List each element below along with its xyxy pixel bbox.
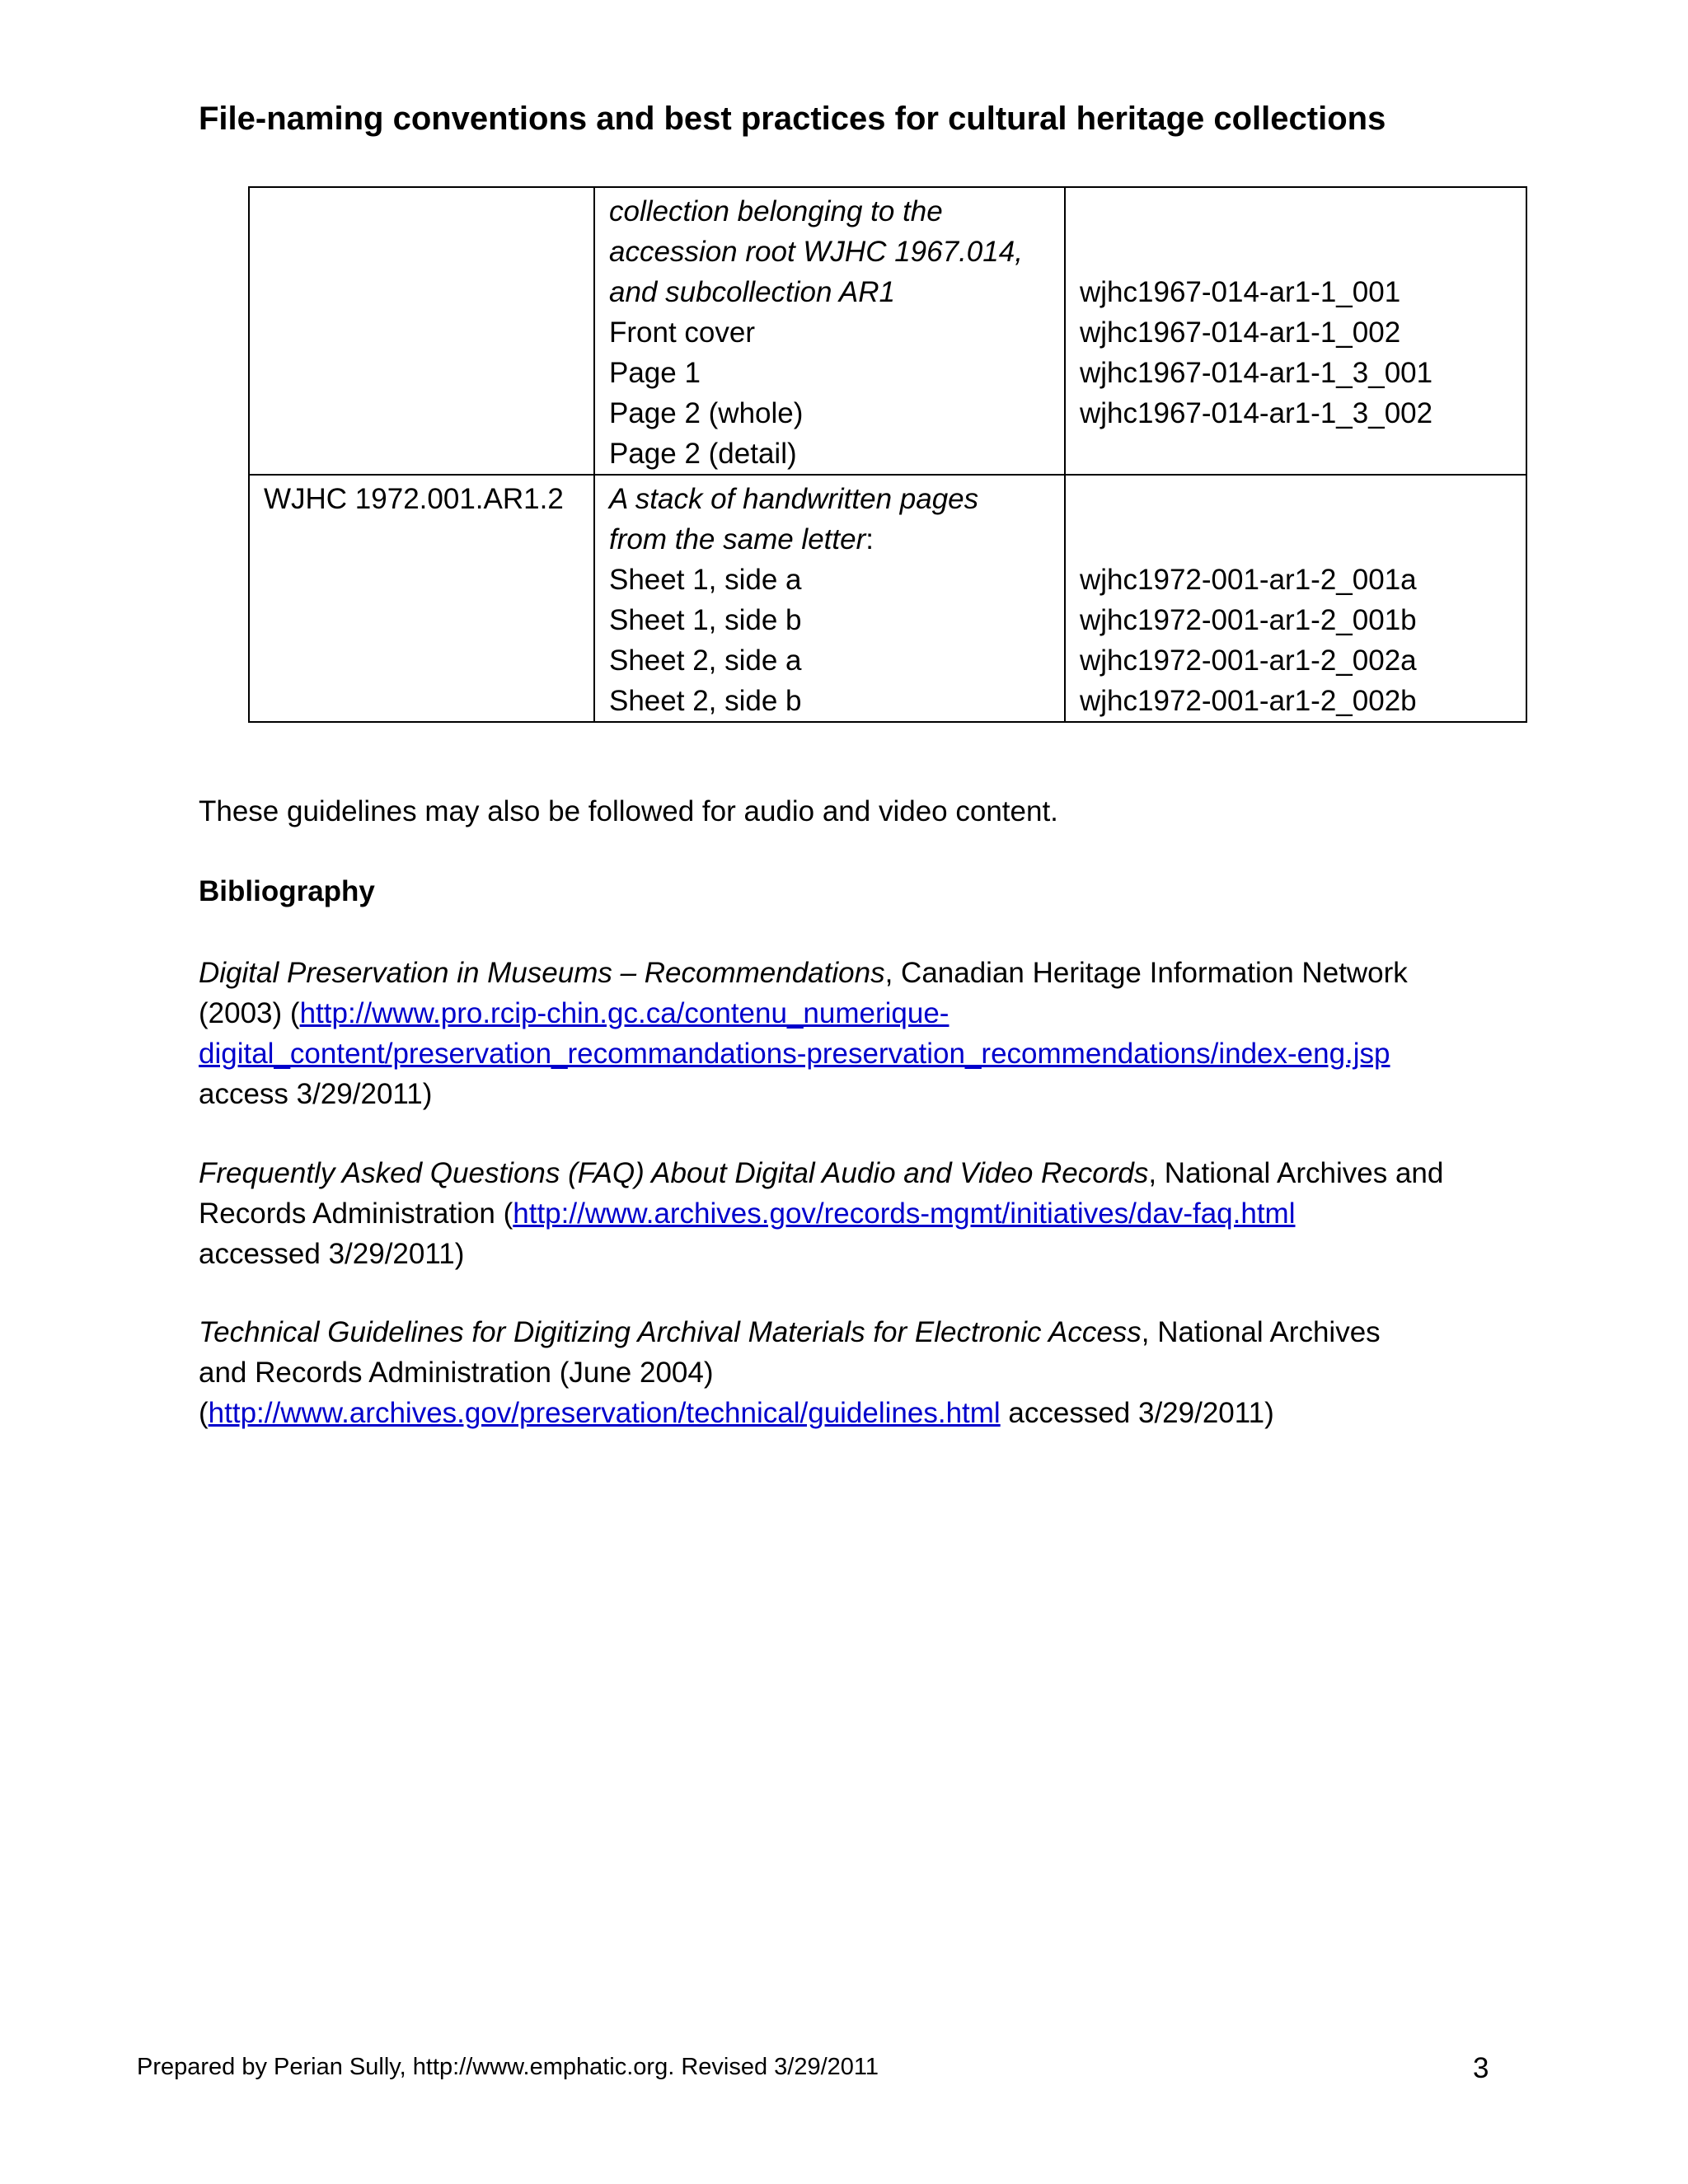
entry-title: Technical Guidelines for Digitizing Archival Materials for Electronic Access [199,1316,1142,1348]
entry-accessed: accessed 3/29/2011) [199,1238,465,1270]
file-name-line: wjhc1972-001-ar1-2_001b [1080,604,1417,636]
entry-link[interactable]: http://www.archives.gov/records-mgmt/initiatives/dav-faq.html [513,1197,1296,1230]
footer-text: Prepared by Perian Sully, http://www.emphatic.org. Revised 3/29/2011 [137,2054,879,2080]
file-name-line [1080,479,1516,519]
bibliography-entry [199,953,1408,1114]
accession-number-cell [249,187,594,475]
entry-accessed: access 3/29/2011) [199,1078,433,1110]
description-line: and subcollection AR1 [609,276,895,308]
description-line: Page 1 [609,357,701,389]
description-line: accession root WJHC 1967.014, [609,236,1023,268]
table-row [249,187,1526,475]
description-line: Front cover [609,316,755,349]
description-line: Sheet 2, side a [609,644,802,677]
accession-number-cell: WJHC 1972.001.AR1.2 [249,475,594,722]
entry-line: Digital Preservation in Museums – Recommendations, Canadian Heritage Information Network [199,957,1408,989]
entry-link[interactable]: digital_content/preservation_recommandations-preservation_recommendations/index-eng.jsp [199,1038,1390,1070]
entry-line: Frequently Asked Questions (FAQ) About Digital Audio and Video Records, National Archives and [199,1157,1444,1189]
file-naming-table [248,186,1527,723]
bibliography-entry [199,1153,1443,1274]
entry-line: Technical Guidelines for Digitizing Archival Materials for Electronic Access, National Archives [199,1316,1381,1348]
file-name-line [1080,191,1516,232]
file-name-cell [1065,475,1526,722]
description-line: Sheet 1, side a [609,564,802,596]
entry-title: Frequently Asked Questions (FAQ) About Digital Audio and Video Records [199,1157,1149,1189]
file-name-line: wjhc1972-001-ar1-2_002a [1080,644,1417,677]
file-name-cell [1065,187,1526,475]
table-row [249,475,1526,722]
description-cell [594,187,1065,475]
entry-link[interactable]: http://www.archives.gov/preservation/technical/guidelines.html [208,1397,1001,1429]
description-line: Sheet 1, side b [609,604,802,636]
file-name-line: wjhc1972-001-ar1-2_002b [1080,685,1417,717]
description-line: A stack of handwritten pages [609,483,979,515]
file-name-line: wjhc1972-001-ar1-2_001a [1080,564,1417,596]
bibliography-heading: Bibliography [199,875,375,907]
bibliography-entry [199,1312,1381,1433]
entry-line: Records Administration (http://www.archives.gov/records-mgmt/initiatives/dav-faq.html [199,1197,1296,1230]
entry-line: (2003) (http://www.pro.rcip-chin.gc.ca/contenu_numerique- [199,997,950,1029]
file-name-line [1080,232,1516,272]
file-name-line: wjhc1967-014-ar1-1_3_002 [1080,397,1433,429]
file-name-line: wjhc1967-014-ar1-1_3_001 [1080,357,1433,389]
description-line: from the same letter: [609,523,874,555]
entry-link[interactable]: http://www.pro.rcip-chin.gc.ca/contenu_numerique- [299,997,950,1029]
entry-title: Digital Preservation in Museums – Recommendations [199,957,885,989]
file-name-line [1080,519,1516,560]
description-line: Sheet 2, side b [609,685,802,717]
file-name-line: wjhc1967-014-ar1-1_001 [1080,276,1401,308]
description-line: Page 2 (detail) [609,438,797,470]
page-number: 3 [1473,2052,1489,2084]
entry-line: (http://www.archives.gov/preservation/technical/guidelines.html accessed 3/29/2011) [199,1397,1274,1429]
file-name-line: wjhc1967-014-ar1-1_002 [1080,316,1401,349]
description-line: collection belonging to the [609,195,943,227]
entry-line: and Records Administration (June 2004) [199,1357,714,1389]
entry-line [199,1033,1408,1074]
description-cell [594,475,1065,722]
audio-video-note: These guidelines may also be followed for audio and video content. [199,795,1058,827]
page-title: File-naming conventions and best practices for cultural heritage collections [199,101,1386,137]
description-line: Page 2 (whole) [609,397,804,429]
